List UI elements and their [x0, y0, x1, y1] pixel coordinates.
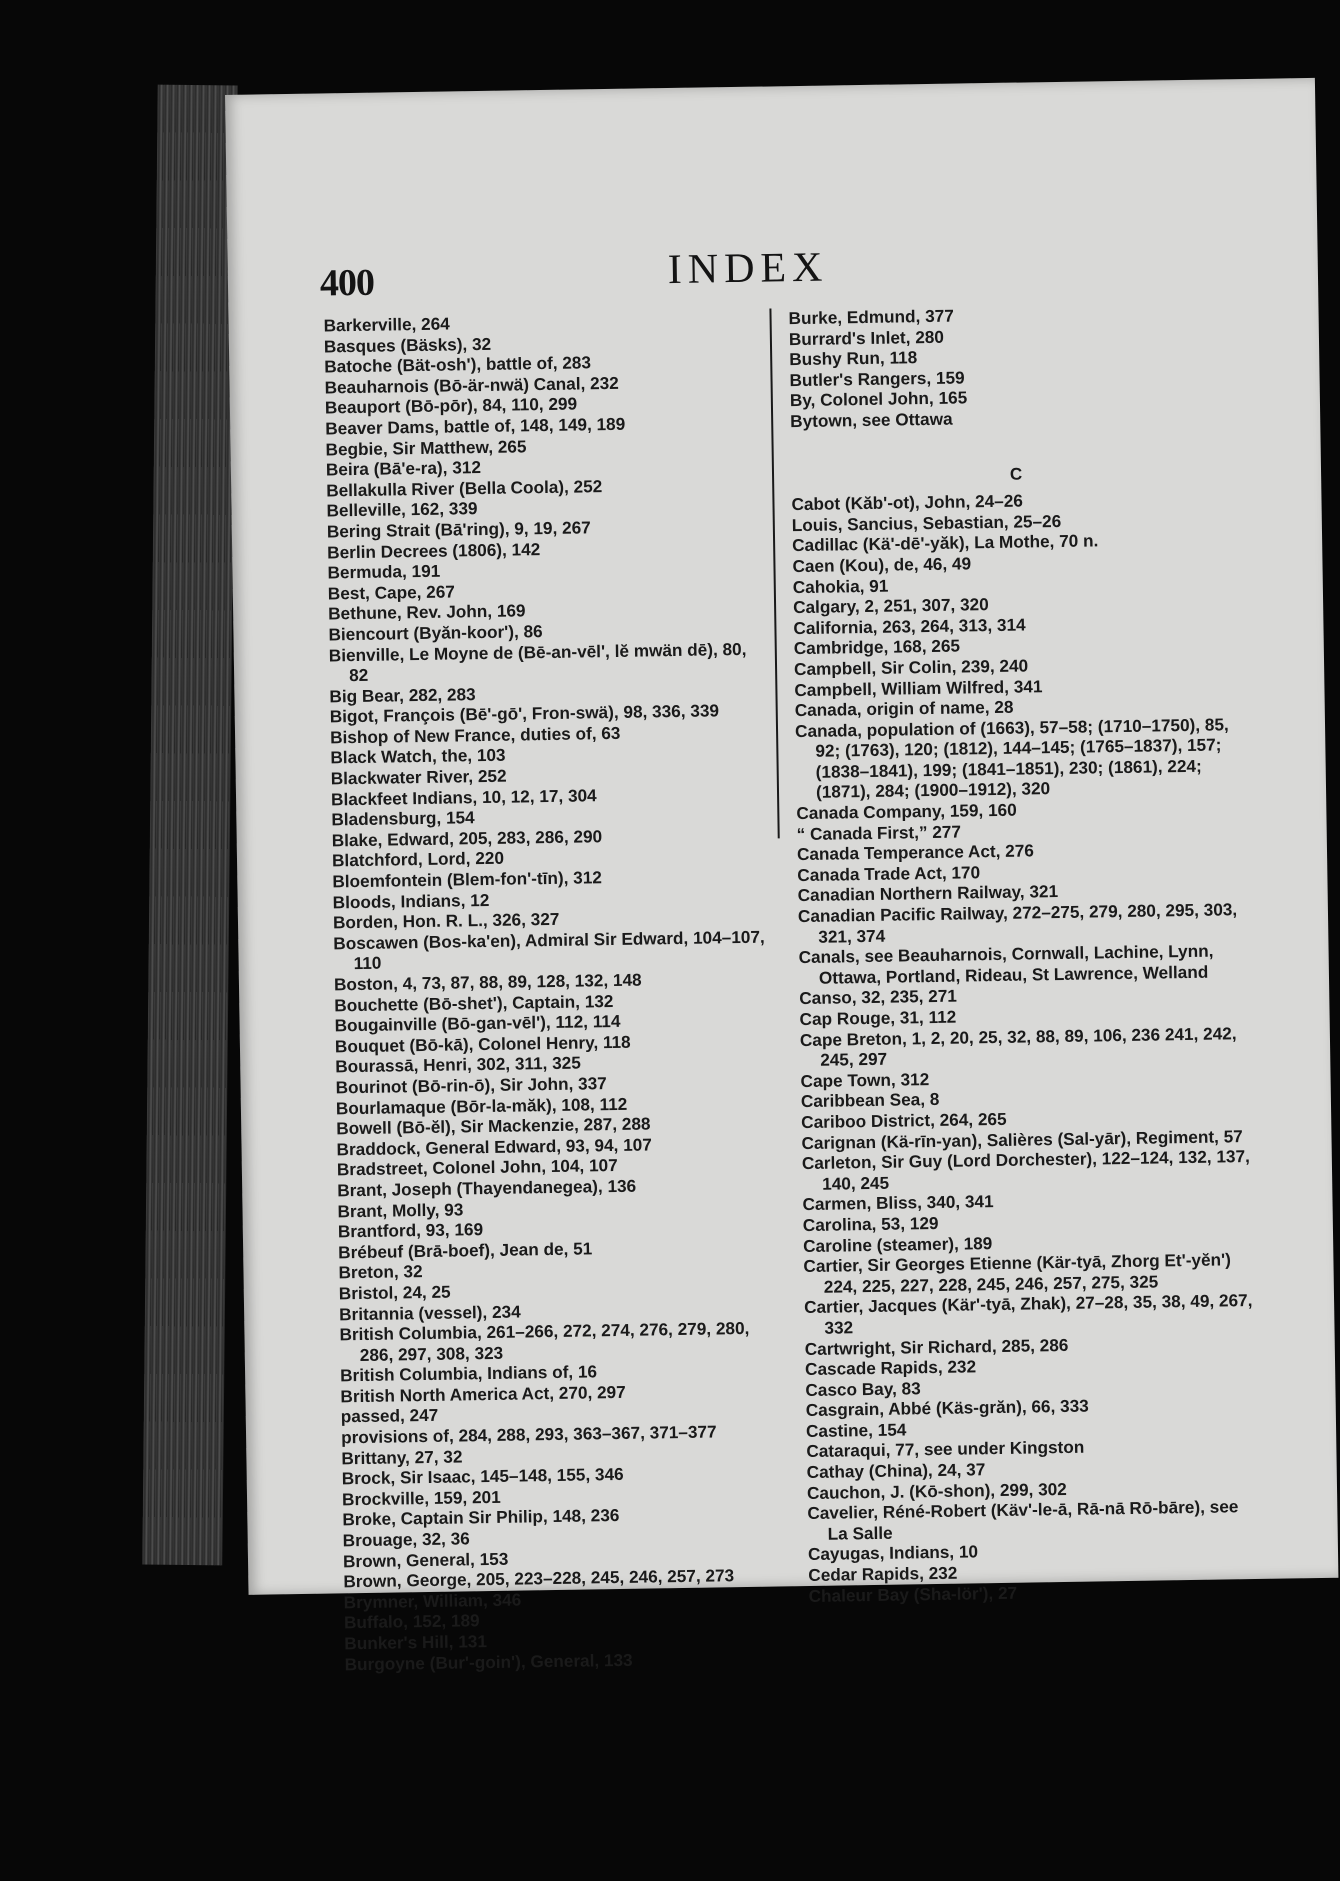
index-entry: Biencourt (Byăn-koor'), 86 [328, 620, 543, 645]
index-entry: Burke, Edmund, 377 [788, 305, 954, 329]
index-entry: Canals, see Beauharnois, Cornwall, Lachine, Lynn, Ottawa, Portland, Rideau, St Lawrence, Welland [798, 940, 1214, 988]
index-entry: Canso, 32, 235, 271 [799, 986, 958, 1009]
index-entry: Bethune, Rev. John, 169 [328, 600, 526, 624]
index-entry: Bowell (Bō-ĕl), Sir Mackenzie, 287, 288 [336, 1113, 651, 1139]
index-entry: Bourlamaque (Bōr-la-măk), 108, 112 [335, 1093, 628, 1118]
index-entry: Bradstreet, Colonel John, 104, 107 [336, 1155, 618, 1180]
left-column [323, 309, 784, 1675]
section-letter-c: C [1009, 464, 1023, 484]
index-entry: Campbell, Sir Colin, 239, 240 [793, 655, 1029, 680]
index-entry: Canada Trade Act, 170 [797, 862, 981, 885]
index-entry: Bellakulla River (Bella Coola), 252 [326, 475, 603, 501]
index-entry: Breton, 32 [338, 1261, 423, 1283]
index-entry: Brouage, 32, 36 [342, 1528, 470, 1551]
index-entry: Basques (Bäsks), 32 [323, 333, 492, 357]
right-column-b-entries [788, 301, 1240, 432]
index-entry: Casgrain, Abbé (Käs-grăn), 66, 333 [805, 1395, 1089, 1421]
index-entry: Cascade Rapids, 232 [804, 1356, 977, 1380]
index-entry: Cartier, Jacques (Kär'-tyā, Zhak), 27–28, 35, 38, 49, 267, 332 [803, 1290, 1253, 1338]
index-entry: British Columbia, Indians of, 16 [339, 1361, 598, 1386]
index-entry: Brittany, 27, 32 [341, 1446, 463, 1468]
index-entry: Burrard's Inlet, 280 [788, 326, 945, 349]
index-entry: Bourassā, Henri, 302, 311, 325 [335, 1052, 581, 1077]
index-entry: Bermuda, 191 [327, 560, 441, 583]
index-entry: Campbell, William Wilfred, 341 [794, 675, 1043, 700]
index-entry: Beira (Bā'e-ra), 312 [325, 457, 482, 480]
index-entry: Caribbean Sea, 8 [800, 1089, 940, 1112]
index-entry: Cap Rouge, 31, 112 [799, 1006, 957, 1030]
index-entry: Cambridge, 168, 265 [793, 635, 961, 659]
index-entry: Cavelier, Réné-Robert (Käv'-le-ā, Rā-nā Rō-bāre), see La Salle [807, 1496, 1239, 1544]
index-entry: Cabot (Kăb'-ot), John, 24–26 [791, 490, 1024, 515]
index-entry: Big Bear, 282, 283 [329, 683, 476, 707]
index-entry: Carleton, Sir Guy (Lord Dorchester), 122–124, 132, 137, 140, 245 [801, 1146, 1250, 1194]
index-entry: Brant, Molly, 93 [337, 1198, 464, 1221]
index-entry: Blackwater River, 252 [330, 765, 507, 789]
index-entry: Bloods, Indians, 12 [332, 889, 490, 913]
index-entry: Brant, Joseph (Thayendanegea), 136 [337, 1175, 637, 1201]
index-entry: Britannia (vessel), 234 [339, 1301, 521, 1324]
index-entry: Buffalo, 152, 189 [343, 1610, 480, 1633]
index-entry: Canada Company, 159, 160 [796, 799, 1017, 824]
index-entry: Beauport (Bō-pōr), 84, 110, 299 [324, 393, 578, 418]
index-entry: Canada, population of (1663), 57–58; (1710–1750), 85, 92; (1763), 120; (1812), 144–145; (1765–1837), 157; (1838–1841), 199; (1841–1851), 230; (1861), 224; (1871), 284; (1900–1912), 320 [794, 714, 1229, 803]
index-entry: Canadian Pacific Railway, 272–275, 279, 280, 295, 303, 321, 374 [797, 899, 1238, 947]
index-entry: Beauharnois (Bō-är-nwä) Canal, 232 [324, 372, 619, 398]
index-entry: Brébeuf (Brā-boef), Jean de, 51 [338, 1238, 593, 1263]
index-entry: British North America Act, 270, 297 [340, 1381, 626, 1407]
index-entry: Cedar Rapids, 232 [808, 1562, 958, 1586]
index-entry: Brantford, 93, 169 [337, 1219, 484, 1242]
index-entry: Canada, origin of name, 28 [794, 696, 1014, 721]
index-entry: Cartwright, Sir Richard, 285, 286 [804, 1334, 1069, 1359]
index-entry: Cathay (China), 24, 37 [806, 1459, 986, 1483]
index-entry: Cadillac (Kä'-dē'-yăk), La Mothe, 70 n. [791, 530, 1099, 556]
index-entry: Beaver Dams, battle of, 148, 149, 189 [325, 413, 626, 439]
right-column [788, 301, 1258, 1606]
index-entry: Braddock, General Edward, 93, 94, 107 [336, 1134, 652, 1160]
index-entry: Bougainville (Bō-gan-vēl'), 112, 114 [334, 1011, 621, 1036]
index-entry: Brymner, William, 346 [343, 1589, 522, 1613]
index-entry: Bouquet (Bō-kā), Colonel Henry, 118 [334, 1031, 631, 1057]
index-entry: Bienville, Le Moyne de (Bē-an-vēl', lĕ mwän dē), 80, 82 [328, 638, 747, 686]
index-entry: Brock, Sir Isaac, 145–148, 155, 346 [341, 1464, 624, 1489]
index-entry: Blackfeet Indians, 10, 12, 17, 304 [330, 784, 597, 810]
index-entry: Burgoyne (Bur'-goin'), General, 133 [344, 1649, 633, 1674]
index-entry: Belleville, 162, 339 [326, 498, 478, 521]
index-page [225, 78, 1338, 1674]
index-entry: Bushy Run, 118 [789, 347, 918, 370]
index-entry: Brown, General, 153 [342, 1548, 509, 1571]
index-entry: Castine, 154 [805, 1419, 907, 1441]
index-entry: Cauchon, J. (Kō-shon), 299, 302 [806, 1478, 1067, 1503]
page-header: INDEX [667, 244, 829, 294]
column-divider [769, 308, 779, 838]
index-entry: Carmen, Bliss, 340, 341 [802, 1191, 994, 1215]
index-entry: Canadian Northern Railway, 321 [797, 881, 1059, 906]
index-entry: Cataraqui, 77, see under Kingston [806, 1437, 1085, 1462]
index-entry: Bunker's Hill, 131 [344, 1631, 488, 1654]
index-entry: Carignan (Kä-rīn-yan), Salières (Sal-yār), Regiment, 57 [801, 1125, 1243, 1153]
index-entry: Black Watch, the, 103 [330, 745, 506, 768]
index-entry: Carolina, 53, 129 [802, 1212, 939, 1235]
index-entry: Louis, Sancius, Sebastian, 25–26 [791, 510, 1062, 535]
index-entry: Berlin Decrees (1806), 142 [327, 538, 541, 562]
index-entry: Caroline (steamer), 189 [802, 1232, 993, 1256]
index-entry: Begbie, Sir Matthew, 265 [325, 435, 527, 460]
right-column-c-entries [791, 487, 1258, 1606]
index-entry: Best, Cape, 267 [327, 581, 456, 604]
index-entry: British Columbia, 261–266, 272, 274, 276, 279, 280, 286, 297, 308, 323 [339, 1318, 750, 1365]
index-entry: Bladensburg, 154 [331, 807, 475, 830]
index-entry: Bytown, see Ottawa [790, 408, 953, 432]
index-entry: provisions of, 284, 288, 293, 363–367, 371–377 [340, 1421, 717, 1448]
index-entry: Brown, George, 205, 223–228, 245, 246, 257, 273 [343, 1565, 735, 1592]
index-entry: Cartier, Sir Georges Etienne (Kär-tyā, Zhorg Et'-yĕn') 224, 225, 227, 228, 245, 246, 257, 275, 325 [803, 1249, 1232, 1297]
index-entry: Chaleur Bay (Sha-lör'), 27 [808, 1582, 1018, 1606]
index-entry: Cape Breton, 1, 2, 20, 25, 32, 88, 89, 106, 236 241, 242, 245, 297 [799, 1022, 1237, 1070]
index-entry: Blake, Edward, 205, 283, 286, 290 [331, 826, 603, 851]
index-entry: Calgary, 2, 251, 307, 320 [792, 594, 989, 618]
index-entry: Bering Strait (Bā'ring), 9, 19, 267 [326, 517, 591, 542]
index-entry: Casco Bay, 83 [805, 1377, 921, 1400]
index-entry: Borden, Hon. R. L., 326, 327 [332, 909, 560, 933]
index-entry: Bloemfontein (Blem-fon'-tīn), 312 [332, 867, 603, 892]
index-entry: Cariboo District, 264, 265 [801, 1108, 1007, 1133]
index-entry: Bouchette (Bō-shet'), Captain, 132 [334, 990, 614, 1015]
page-number: 400 [319, 261, 375, 305]
index-entry: Brockville, 159, 201 [341, 1486, 501, 1510]
index-entry: Bristol, 24, 25 [338, 1281, 451, 1304]
index-entry: Barkerville, 264 [323, 313, 450, 336]
index-entry: “ Canada First,” 277 [796, 821, 962, 844]
index-entry: Caen (Kou), de, 46, 49 [792, 553, 972, 577]
index-entry: By, Colonel John, 165 [789, 387, 968, 411]
index-entry: Canada Temperance Act, 276 [796, 840, 1035, 865]
index-entry: Boston, 4, 73, 87, 88, 89, 128, 132, 148 [333, 969, 642, 995]
index-entry: Boscawen (Bos-ka'en), Admiral Sir Edward, 104–107, 110 [333, 926, 765, 974]
index-entry: Blatchford, Lord, 220 [331, 848, 505, 871]
index-entry: Bourinot (Bō-rin-ō), Sir John, 337 [335, 1073, 607, 1098]
index-entry: Cayugas, Indians, 10 [807, 1541, 979, 1565]
index-entry: Cahokia, 91 [792, 575, 889, 597]
index-entry: California, 263, 264, 313, 314 [793, 614, 1026, 638]
index-entry: Bigot, François (Bē'-gō', Fron-swä), 98, 336, 339 [329, 700, 720, 727]
index-entry: Broke, Captain Sir Philip, 148, 236 [342, 1505, 620, 1530]
index-entry: Cape Town, 312 [800, 1068, 930, 1091]
index-entry: Bishop of New France, duties of, 63 [329, 722, 621, 748]
index-entry: passed, 247 [340, 1405, 439, 1427]
index-entry: Butler's Rangers, 159 [789, 367, 965, 390]
index-entry: Batoche (Bät-osh'), battle of, 283 [324, 352, 592, 377]
book-page-edges [142, 85, 237, 1566]
